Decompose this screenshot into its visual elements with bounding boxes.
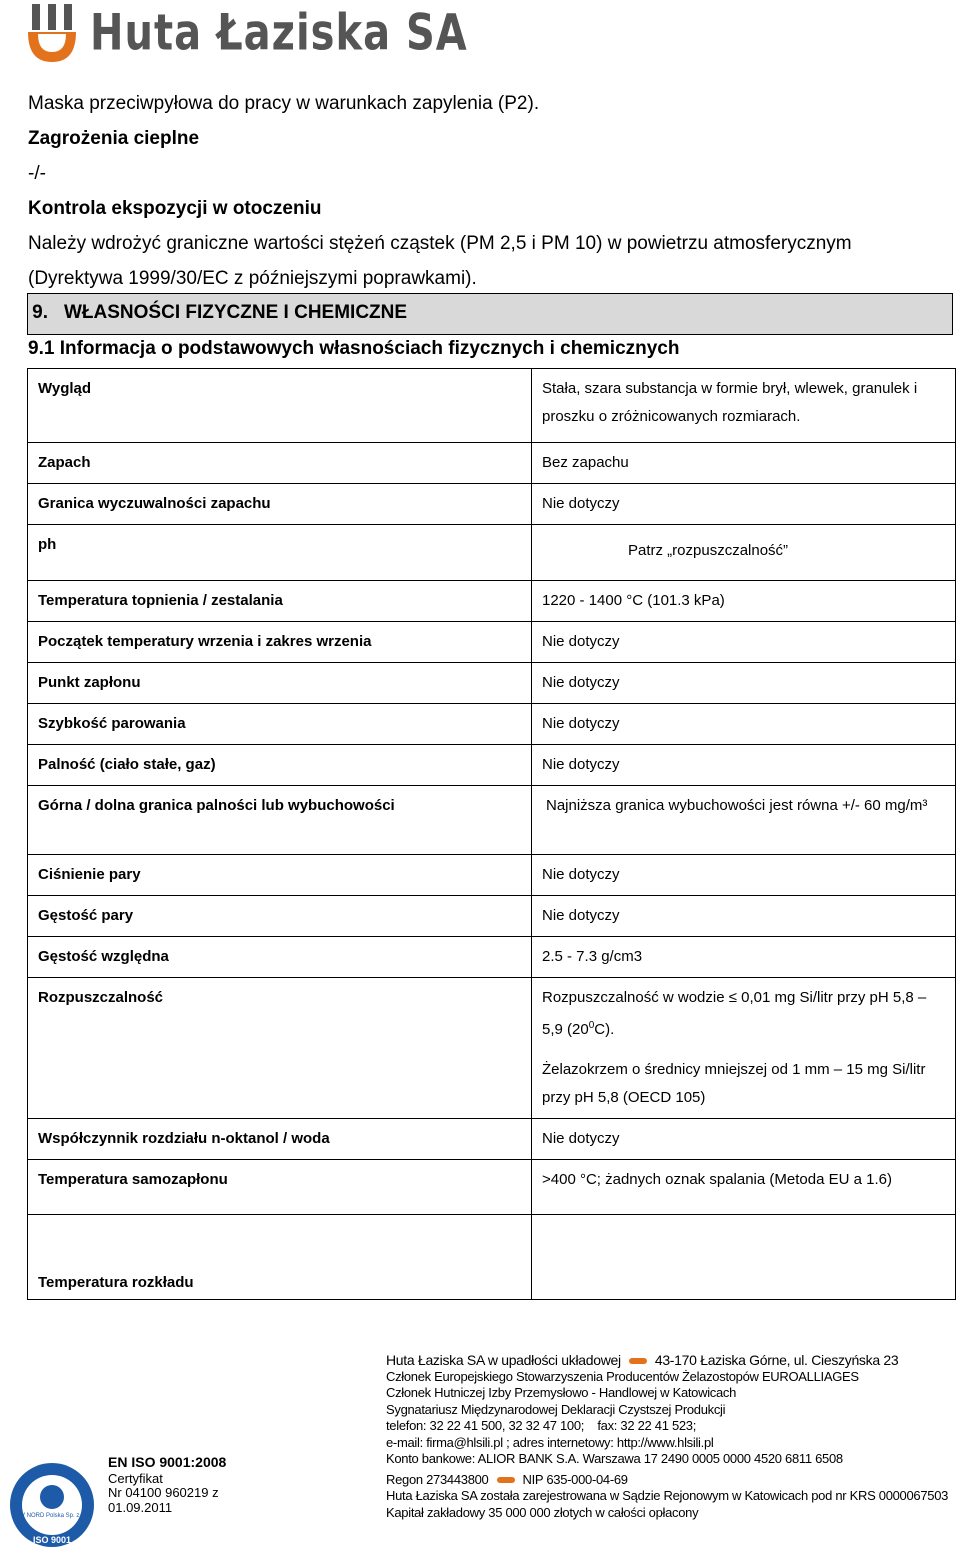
prop-value: Patrz „rozpuszczalność”: [532, 525, 956, 581]
table-row: [28, 855, 956, 896]
cert-label: Certyfikat: [108, 1470, 163, 1486]
prop-key: Punkt zapłonu: [28, 663, 532, 704]
prop-value: Nie dotyczy: [532, 896, 956, 937]
table-row: [28, 484, 956, 525]
intro-section: [28, 86, 938, 296]
tuv-iso-text: ISO 9001: [32, 1535, 72, 1545]
table-row: [28, 704, 956, 745]
prop-value: Bez zapachu: [532, 443, 956, 484]
prop-key: Palność (ciało stałe, gaz): [28, 745, 532, 786]
footer-line-phone: [386, 1418, 948, 1435]
solubility-text-a: Rozpuszczalność w wodzie ≤ 0,01 mg Si/litr przy pH 5,8 – 5,9 (20: [542, 989, 927, 1038]
table-row: [28, 369, 956, 443]
prop-key: Temperatura rozkładu: [28, 1215, 532, 1300]
solubility-ferrosilicon: Żelazokrzem o średnicy mniejszej od 1 mm – 15 mg Si/litr przy pH 5,8 (OECD 105): [542, 1061, 926, 1106]
table-row: [28, 663, 956, 704]
solubility-water: [542, 984, 945, 1044]
prop-value: Nie dotyczy: [532, 704, 956, 745]
iso-certificate: [108, 1455, 226, 1515]
prop-value: Nie dotyczy: [532, 855, 956, 896]
table-row: [28, 581, 956, 622]
iso-standard: EN ISO 9001:2008: [108, 1454, 227, 1470]
prop-key: Gęstość pary: [28, 896, 532, 937]
prop-key: Ciśnienie pary: [28, 855, 532, 896]
thermal-heading: Zagrożenia cieplne: [28, 128, 200, 149]
prop-value-solubility: [532, 978, 956, 1119]
table-row: [28, 896, 956, 937]
prop-value: [532, 1215, 956, 1300]
table-row: [28, 937, 956, 978]
prop-value: Nie dotyczy: [532, 663, 956, 704]
env-heading: Kontrola ekspozycji w otoczeniu: [28, 198, 322, 219]
prop-key: Początek temperatury wrzenia i zakres wrzenia: [28, 622, 532, 663]
footer-nip: NIP 635-000-04-69: [522, 1471, 628, 1487]
table-row: [28, 1119, 956, 1160]
footer-address: 43-170 Łaziska Górne, ul. Cieszyńska 23: [654, 1352, 899, 1368]
footer-line-2: Członek Europejskiego Stowarzyszenia Producentów Żelazostopów EUROALLIAGES: [386, 1368, 859, 1384]
prop-key: ph: [28, 525, 532, 581]
orange-bar-icon: [497, 1477, 515, 1483]
footer-regon: Regon 273443800: [386, 1471, 489, 1487]
subsection-heading: 9.1 Informacja o podstawowych własnościach fizycznych i chemicznych: [28, 338, 680, 359]
solubility-text-b: C).: [594, 1021, 615, 1038]
footer-line-company: [386, 1352, 948, 1369]
mask-text: Maska przeciwpyłowa do pracy w warunkach zapylenia (P2).: [28, 93, 540, 114]
footer-line-court: Huta Łaziska SA została zarejestrowana w Sądzie Rejonowym w Katowicach pod nr KRS 0000067503: [386, 1488, 949, 1503]
prop-key: Gęstość względna: [28, 937, 532, 978]
footer-line-bank: Konto bankowe: ALIOR BANK S.A. Warszawa 17 2490 0005 0000 4520 6811 6508: [386, 1451, 843, 1466]
tuv-text: TÜV NORD Polska Sp. z o.o.: [12, 1513, 92, 1519]
company-footer: [386, 1352, 948, 1521]
cert-date: 01.09.2011: [108, 1499, 173, 1515]
table-row: [28, 443, 956, 484]
footer-line-4: Sygnatariusz Międzynarodowej Deklaracji Czystszej Produkcji: [386, 1401, 726, 1417]
table-row: [28, 1160, 956, 1215]
footer-line-regon: [386, 1472, 948, 1489]
prop-value: Nie dotyczy: [532, 745, 956, 786]
footer-phone: telefon: 32 22 41 500, 32 32 47 100;: [386, 1418, 585, 1433]
table-row: [28, 1215, 956, 1300]
footer-fax: fax: 32 22 41 523;: [597, 1418, 697, 1433]
table-row: [28, 622, 956, 663]
prop-value: Najniższa granica wybuchowości jest równa +/- 60 mg/m³: [532, 786, 956, 855]
prop-value: Nie dotyczy: [532, 622, 956, 663]
env-text-1: Należy wdrożyć graniczne wartości stężeń cząstek (PM 2,5 i PM 10) w powietrzu atmosferycznym: [28, 233, 852, 254]
env-text-2: (Dyrektywa 1999/30/EC z późniejszymi poprawkami).: [28, 268, 477, 289]
solubility-sup: 0: [588, 1020, 595, 1031]
prop-key: Temperatura topnienia / zestalania: [28, 581, 532, 622]
company-logo: [28, 4, 468, 62]
prop-value: >400 °C; żadnych oznak spalania (Metoda EU a 1.6): [532, 1160, 956, 1215]
prop-value: Nie dotyczy: [532, 484, 956, 525]
prop-value: 1220 - 1400 °C (101.3 kPa): [532, 581, 956, 622]
cert-number: Nr 04100 960219 z: [108, 1485, 219, 1500]
table-row: [28, 978, 956, 1119]
prop-key: Górna / dolna granica palności lub wybuchowości: [28, 786, 532, 855]
prop-key: Zapach: [28, 443, 532, 484]
footer-company: Huta Łaziska SA w upadłości układowej: [386, 1352, 621, 1368]
huta-logo-icon: [28, 4, 76, 62]
thermal-dash: -/-: [28, 163, 46, 184]
table-row: [28, 525, 956, 581]
prop-key: Temperatura samozapłonu: [28, 1160, 532, 1215]
section-number: 9.: [32, 302, 48, 323]
logo-text: Huta Łaziska SA: [90, 4, 468, 62]
footer-line-capital: Kapitał zakładowy 35 000 000 złotych w całości opłacony: [386, 1504, 699, 1520]
prop-value: 2.5 - 7.3 g/cm3: [532, 937, 956, 978]
tuv-nord-seal-icon: [8, 1455, 96, 1555]
orange-bar-icon: [629, 1358, 647, 1364]
prop-value: Stała, szara substancja w formie brył, wlewek, granulek i proszku o zróżnicowanych rozmiarach.: [532, 369, 956, 443]
prop-key: Szybkość parowania: [28, 704, 532, 745]
prop-key: Granica wyczuwalności zapachu: [28, 484, 532, 525]
section-9-header: [27, 293, 953, 335]
prop-key: Rozpuszczalność: [28, 978, 532, 1119]
properties-table: [27, 368, 956, 1300]
prop-key: Współczynnik rozdziału n-oktanol / woda: [28, 1119, 532, 1160]
section-title: WŁASNOŚCI FIZYCZNE I CHEMICZNE: [64, 302, 408, 323]
prop-value: Nie dotyczy: [532, 1119, 956, 1160]
table-row: [28, 786, 956, 855]
footer-line-3: Członek Hutniczej Izby Przemysłowo - Handlowej w Katowicach: [386, 1385, 737, 1400]
footer-line-email: e-mail: firma@hlsili.pl ; adres internetowy: http://www.hlsili.pl: [386, 1434, 714, 1450]
prop-key: Wygląd: [28, 369, 532, 443]
table-row: [28, 745, 956, 786]
